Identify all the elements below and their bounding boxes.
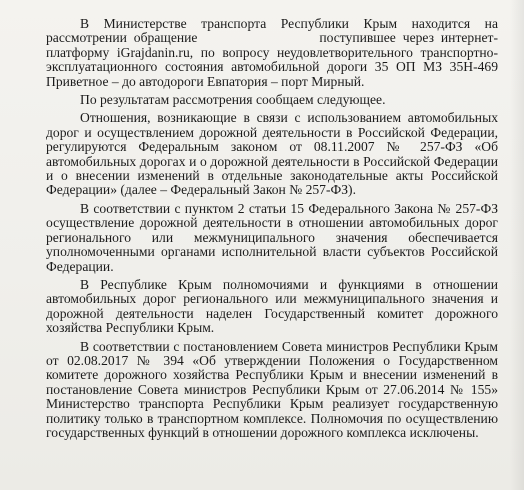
paragraph-appeal (46, 17, 498, 89)
paragraph-crimea-committee: В Республике Крым полномочиями и функциями в отношении автомобильных дорог регионального или межмуниципального значения и дорожной деятельности наделен Государственный комитет дорожного хозяйства Республики Крым. (46, 276, 498, 336)
paragraph-results-intro: По результатам рассмотрения сообщаем следующее. (80, 92, 386, 108)
appeal-text-start: В Министерстве транспорта Республики Крым находится на рассмотрении обращение (46, 16, 498, 46)
redacted-applicant-name (204, 41, 312, 42)
paragraph-council-resolution: В соответствии с постановлением Совета министров Республики Крым от 02.08.2017 № 394 «Об утверждении Положения о Государственном комитете дорожного хозяйства Республики Крым и внесении изменений в постановление Совета министров Республики Крым от 27.06.2014 № 155» Министерство транспорта Республики Крым реализует государственную политику только в транспортном комплексе. Полномочия по осуществлению государственных функций в отношении дорожного комплекса исключены. (46, 338, 498, 440)
letter-body (46, 17, 498, 444)
paragraph-federal-law: Отношения, возникающие в связи с использованием автомобильных дорог и осуществлением дорожной деятельности в Российской Федерации, регулируются Федеральным законом от 08.11.2007 № 257-ФЗ «Об автомобильных дорогах и о дорожной деятельности в Российской Федерации и о внесении изменений в отдельные законодательные акты Российской Федерации» (далее – Федеральный Закон № 257-ФЗ). (46, 110, 498, 198)
page-edge-shadow (510, 0, 524, 490)
paragraph-article-15: В соответствии с пунктом 2 статьи 15 Федерального Закона № 257-ФЗ осуществление дорожной деятельности в отношении автомобильных дорог регионального или межмуниципального значения обеспечивается уполномоченными органами исполнительной власти субъектов Российской Федерации. (46, 200, 498, 274)
appeal-text-end: поступившее через интернет-платформу iGrajdanin.ru, по вопросу неудовлетворительного транспортно-эксплуатационного состояния автомобильной дороги 35 ОП МЗ 35Н-469 Приветное – до автодороги Евпатория – порт Мирный. (46, 30, 499, 89)
